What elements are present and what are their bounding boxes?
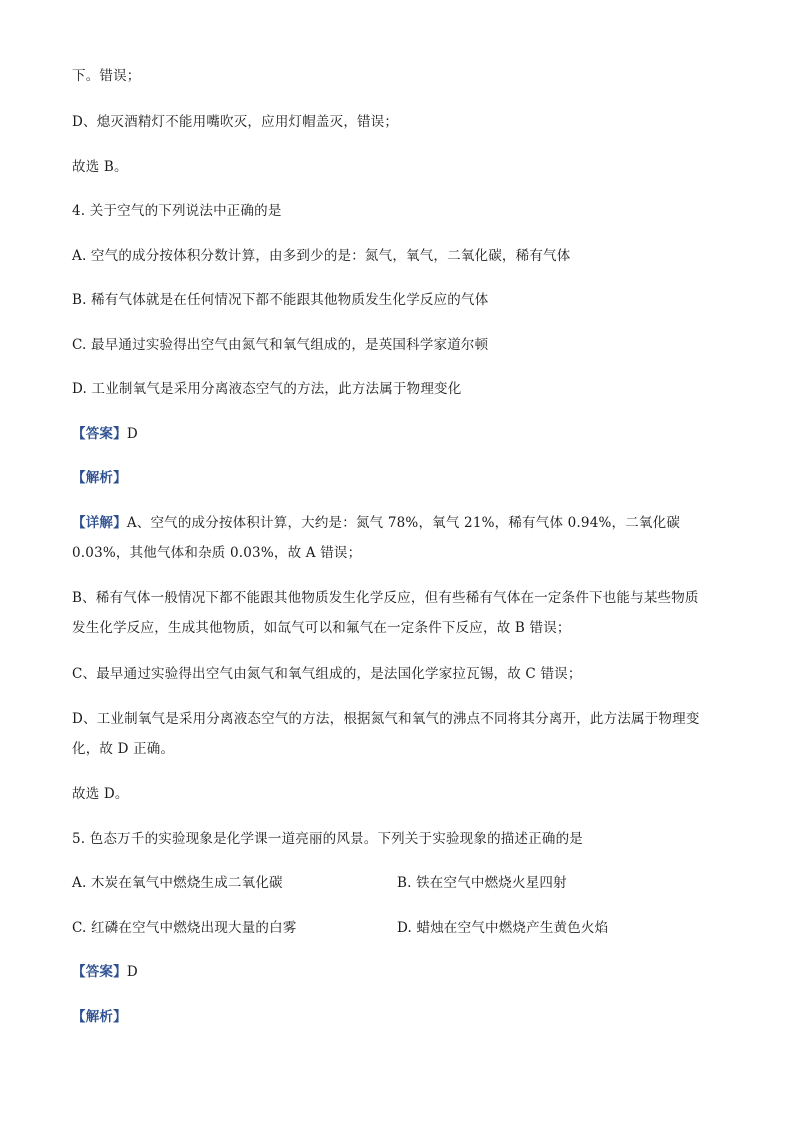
text-line: 下。错误； [72, 68, 141, 84]
answer-tag: 【答案】 [72, 964, 127, 980]
detail-text: A、空气的成分按体积计算，大约是：氮气 78%，氧气 21%，稀有气体 0.94%，二氧化碳 [126, 515, 681, 531]
answer-tag: 【答案】 [72, 426, 127, 442]
question-5-answer [72, 963, 138, 981]
question-4-option-d: D. 工业制氧气是采用分离液态空气的方法，此方法属于物理变化 [72, 381, 462, 397]
answer-value: D [126, 426, 138, 442]
question-4-detail-line: B、稀有气体一般情况下都不能跟其他物质发生化学反应，但有些稀有气体在一定条件下也能与某些物质 [72, 590, 699, 606]
analysis-tag: 【解析】 [72, 470, 127, 486]
question-5-option-a: A. 木炭在氧气中燃烧生成二氧化碳 [72, 875, 283, 891]
text-line: D、熄灭酒精灯不能用嘴吹灭，应用灯帽盖灭，错误； [72, 114, 399, 130]
question-5-option-c: C. 红磷在空气中燃烧出现大量的白雾 [72, 920, 297, 936]
question-4-detail-line [72, 514, 680, 532]
analysis-tag: 【解析】 [72, 1009, 127, 1025]
question-4-stem: 4. 关于空气的下列说法中正确的是 [72, 203, 282, 219]
answer-value: D [126, 964, 138, 980]
question-4-detail-line: 0.03%，其他气体和杂质 0.03%，故 A 错误； [72, 545, 362, 561]
question-4-detail-line: 化，故 D 正确。 [72, 741, 175, 757]
question-4-conclusion: 故选 D。 [72, 786, 129, 802]
text-line: 故选 B。 [72, 159, 128, 175]
question-4-answer [72, 425, 138, 443]
question-5-option-d: D. 蜡烛在空气中燃烧产生黄色火焰 [397, 920, 609, 936]
question-4-option-a: A. 空气的成分按体积分数计算，由多到少的是：氮气，氧气，二氧化碳，稀有气体 [72, 248, 571, 264]
question-4-analysis [72, 469, 127, 487]
question-4-option-c: C. 最早通过实验得出空气由氮气和氧气组成的，是英国科学家道尔顿 [72, 337, 489, 353]
detail-tag: 【详解】 [72, 515, 127, 531]
question-5-stem: 5. 色态万千的实验现象是化学课一道亮丽的风景。下列关于实验现象的描述正确的是 [72, 831, 583, 847]
question-4-detail-line: C、最早通过实验得出空气由氮气和氧气组成的，是法国化学家拉瓦锡，故 C 错误； [72, 666, 582, 682]
question-5-analysis [72, 1008, 127, 1026]
question-4-detail-line: 发生化学反应，生成其他物质，如氙气可以和氟气在一定条件下反应，故 B 错误； [72, 620, 571, 636]
question-5-option-b: B. 铁在空气中燃烧火星四射 [397, 875, 567, 891]
question-4-detail-line: D、工业制氧气是采用分离液态空气的方法，根据氮气和氧气的沸点不同将其分离开，此方法属于物理变 [72, 711, 700, 727]
question-4-option-b: B. 稀有气体就是在任何情况下都不能跟其他物质发生化学反应的气体 [72, 292, 489, 308]
